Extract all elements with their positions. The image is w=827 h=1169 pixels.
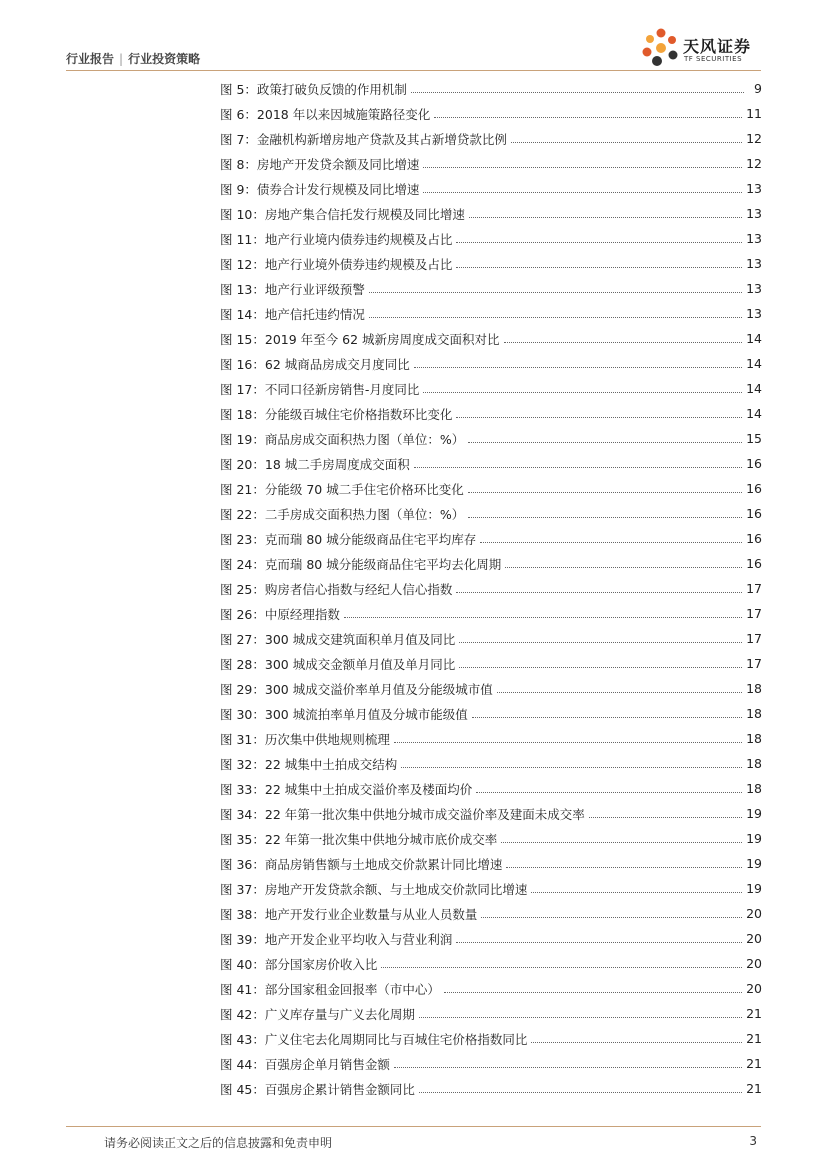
toc-leader-dots: [456, 242, 742, 243]
toc-entry-page: 11: [746, 106, 762, 121]
toc-entry-title: 图 41：部分国家租金回报率（市中心）: [220, 981, 440, 997]
toc-entry-title: 图 27：300 城成交建筑面积单月值及同比: [220, 631, 456, 647]
toc-entry-page: 13: [746, 181, 762, 196]
toc-entry-title: 图 21：分能级 70 城二手住宅价格环比变化: [220, 481, 464, 497]
toc-entry-page: 20: [746, 981, 762, 996]
toc-leader-dots: [505, 567, 742, 568]
toc-entry-page: 16: [746, 506, 762, 521]
toc-entry-title: 图 7：金融机构新增房地产贷款及其占新增贷款比例: [220, 131, 507, 147]
toc-entry[interactable]: [220, 901, 762, 926]
toc-entry[interactable]: [220, 801, 762, 826]
toc-entry-page: 13: [746, 231, 762, 246]
toc-entry[interactable]: [220, 176, 762, 201]
toc-entry-page: 16: [746, 531, 762, 546]
toc-entry-title: 图 15：2019 年至今 62 城新房周度成交面积对比: [220, 331, 500, 347]
toc-leader-dots: [419, 1017, 742, 1018]
toc-leader-dots: [369, 292, 742, 293]
toc-entry[interactable]: [220, 701, 762, 726]
toc-entry-title: 图 39：地产开发企业平均收入与营业利润: [220, 931, 453, 947]
toc-leader-dots: [468, 517, 742, 518]
toc-leader-dots: [511, 142, 742, 143]
toc-leader-dots: [481, 917, 742, 918]
toc-entry-title: 图 12：地产行业境外债券违约规模及占比: [220, 256, 453, 272]
toc-entry[interactable]: [220, 476, 762, 501]
toc-entry-title: 图 32：22 城集中土拍成交结构: [220, 756, 398, 772]
toc-entry-title: 图 18：分能级百城住宅价格指数环比变化: [220, 406, 453, 422]
toc-entry[interactable]: [220, 826, 762, 851]
breadcrumb-report-category: 行业投资策略: [128, 52, 201, 66]
toc-entry-title: 图 11：地产行业境内债券违约规模及占比: [220, 231, 453, 247]
toc-leader-dots: [381, 967, 742, 968]
toc-entry-page: 18: [746, 731, 762, 746]
toc-entry-page: 16: [746, 556, 762, 571]
toc-entry-page: 18: [746, 756, 762, 771]
toc-entry-page: 17: [746, 606, 762, 621]
toc-leader-dots: [501, 842, 742, 843]
toc-entry-title: 图 37：房地产开发贷款余额、与土地成交价款同比增速: [220, 881, 528, 897]
toc-entry[interactable]: [220, 926, 762, 951]
toc-entry[interactable]: [220, 326, 762, 351]
toc-entry-title: 图 20：18 城二手房周度成交面积: [220, 456, 410, 472]
toc-leader-dots: [456, 417, 742, 418]
page-header: [66, 20, 761, 72]
toc-leader-dots: [504, 342, 743, 343]
toc-entry-page: 19: [746, 806, 762, 821]
toc-entry[interactable]: [220, 401, 762, 426]
toc-entry-page: 21: [746, 1081, 762, 1096]
toc-entry[interactable]: [220, 126, 762, 151]
toc-leader-dots: [456, 942, 742, 943]
toc-leader-dots: [497, 692, 742, 693]
brand-logo: [641, 20, 761, 68]
brand-name-english: TF SECURITIES: [684, 55, 743, 63]
toc-entry[interactable]: [220, 776, 762, 801]
toc-entry[interactable]: [220, 551, 762, 576]
toc-leader-dots: [456, 267, 742, 268]
toc-leader-dots: [423, 192, 742, 193]
toc-entry-page: 12: [746, 131, 762, 146]
toc-leader-dots: [472, 717, 742, 718]
breadcrumb: [66, 50, 200, 67]
toc-entry[interactable]: [220, 276, 762, 301]
toc-entry-page: 17: [746, 656, 762, 671]
toc-leader-dots: [414, 467, 742, 468]
toc-entry[interactable]: [220, 426, 762, 451]
toc-entry[interactable]: [220, 226, 762, 251]
toc-entry-page: 19: [746, 831, 762, 846]
toc-entry-title: 图 40：部分国家房价收入比: [220, 956, 378, 972]
toc-entry-page: 14: [746, 381, 762, 396]
toc-entry[interactable]: [220, 601, 762, 626]
toc-entry-page: 13: [746, 206, 762, 221]
toc-entry-title: 图 36：商品房销售额与土地成交价款累计同比增速: [220, 856, 503, 872]
toc-entry[interactable]: [220, 751, 762, 776]
toc-leader-dots: [459, 667, 742, 668]
toc-entry-page: 13: [746, 281, 762, 296]
disclaimer-text: 请务必阅读正文之后的信息披露和免责申明: [104, 1136, 333, 1150]
toc-entry-title: 图 43：广义住宅去化周期同比与百城住宅价格指数同比: [220, 1031, 528, 1047]
toc-entry-page: 18: [746, 681, 762, 696]
toc-entry-page: 18: [746, 781, 762, 796]
toc-entry[interactable]: [220, 501, 762, 526]
toc-entry-title: 图 30：300 城流拍率单月值及分城市能级值: [220, 706, 468, 722]
toc-entry-page: 21: [746, 1056, 762, 1071]
toc-entry-page: 19: [746, 881, 762, 896]
toc-entry-page: 13: [746, 256, 762, 271]
toc-entry-page: 20: [746, 906, 762, 921]
toc-leader-dots: [444, 992, 742, 993]
toc-entry[interactable]: [220, 976, 762, 1001]
figure-list: [220, 76, 762, 1101]
toc-entry[interactable]: [220, 76, 762, 101]
toc-leader-dots: [506, 867, 742, 868]
toc-entry-page: 20: [746, 931, 762, 946]
toc-entry-title: 图 14：地产信托违约情况: [220, 306, 365, 322]
toc-entry-page: 14: [746, 356, 762, 371]
page-number: 3: [749, 1134, 757, 1148]
toc-entry[interactable]: [220, 526, 762, 551]
toc-entry-page: 16: [746, 481, 762, 496]
toc-entry-title: 图 38：地产开发行业企业数量与从业人员数量: [220, 906, 478, 922]
toc-entry[interactable]: [220, 651, 762, 676]
toc-entry-page: 16: [746, 456, 762, 471]
toc-entry-title: 图 13：地产行业评级预警: [220, 281, 365, 297]
toc-leader-dots: [468, 492, 742, 493]
toc-leader-dots: [411, 92, 744, 93]
toc-entry-title: 图 29：300 城成交溢价率单月值及分能级城市值: [220, 681, 493, 697]
toc-entry[interactable]: [220, 301, 762, 326]
toc-entry-page: 21: [746, 1006, 762, 1021]
toc-entry[interactable]: [220, 351, 762, 376]
toc-leader-dots: [369, 317, 742, 318]
toc-leader-dots: [344, 617, 742, 618]
toc-entry[interactable]: [220, 1076, 762, 1101]
toc-leader-dots: [423, 167, 742, 168]
toc-leader-dots: [394, 742, 742, 743]
toc-entry-title: 图 19：商品房成交面积热力图（单位：%）: [220, 431, 465, 447]
toc-entry-page: 14: [746, 331, 762, 346]
toc-leader-dots: [589, 817, 742, 818]
toc-entry-title: 图 26：中原经理指数: [220, 606, 340, 622]
toc-entry-page: 9: [754, 81, 762, 96]
toc-entry[interactable]: [220, 1051, 762, 1076]
toc-entry-page: 17: [746, 581, 762, 596]
toc-entry-page: 12: [746, 156, 762, 171]
toc-entry[interactable]: [220, 951, 762, 976]
logo-mark-icon: [641, 26, 679, 68]
toc-leader-dots: [419, 1092, 742, 1093]
toc-leader-dots: [414, 367, 742, 368]
toc-entry[interactable]: [220, 576, 762, 601]
toc-entry-title: 图 5：政策打破负反馈的作用机制: [220, 81, 407, 97]
footer-divider: [66, 1126, 761, 1127]
breadcrumb-separator: |: [119, 52, 124, 66]
toc-entry[interactable]: [220, 851, 762, 876]
toc-entry-page: 13: [746, 306, 762, 321]
toc-entry-title: 图 44：百强房企单月销售金额: [220, 1056, 390, 1072]
toc-entry-title: 图 16：62 城商品房成交月度同比: [220, 356, 410, 372]
toc-entry-title: 图 23：克而瑞 80 城分能级商品住宅平均库存: [220, 531, 477, 547]
toc-leader-dots: [476, 792, 742, 793]
toc-entry[interactable]: [220, 451, 762, 476]
toc-entry[interactable]: [220, 676, 762, 701]
toc-entry-title: 图 9：债券合计发行规模及同比增速: [220, 181, 420, 197]
toc-leader-dots: [469, 217, 742, 218]
toc-entry-title: 图 10：房地产集合信托发行规模及同比增速: [220, 206, 465, 222]
toc-entry[interactable]: [220, 1001, 762, 1026]
toc-entry[interactable]: [220, 201, 762, 226]
toc-leader-dots: [394, 1067, 742, 1068]
toc-entry-title: 图 6：2018 年以来因城施策路径变化: [220, 106, 431, 122]
toc-entry-title: 图 28：300 城成交金额单月值及单月同比: [220, 656, 456, 672]
toc-leader-dots: [401, 767, 742, 768]
toc-leader-dots: [456, 592, 742, 593]
toc-entry[interactable]: [220, 101, 762, 126]
toc-entry[interactable]: [220, 876, 762, 901]
toc-entry-title: 图 33：22 城集中土拍成交溢价率及楼面均价: [220, 781, 473, 797]
toc-entry-title: 图 8：房地产开发贷余额及同比增速: [220, 156, 420, 172]
toc-entry-title: 图 42：广义库存量与广义去化周期: [220, 1006, 415, 1022]
toc-entry-page: 19: [746, 856, 762, 871]
toc-entry-page: 18: [746, 706, 762, 721]
breadcrumb-report-type: 行业报告: [66, 52, 115, 66]
toc-entry-title: 图 34：22 年第一批次集中供地分城市成交溢价率及建面未成交率: [220, 806, 585, 822]
header-divider: [66, 70, 761, 71]
toc-leader-dots: [468, 442, 742, 443]
toc-entry-title: 图 17：不同口径新房销售-月度同比: [220, 381, 420, 397]
toc-leader-dots: [531, 892, 742, 893]
toc-entry-page: 15: [746, 431, 762, 446]
toc-entry-title: 图 45：百强房企累计销售金额同比: [220, 1081, 415, 1097]
toc-entry-title: 图 31：历次集中供地规则梳理: [220, 731, 390, 747]
toc-entry-page: 21: [746, 1031, 762, 1046]
toc-leader-dots: [480, 542, 742, 543]
toc-entry[interactable]: [220, 1026, 762, 1051]
toc-entry[interactable]: [220, 251, 762, 276]
toc-leader-dots: [434, 117, 742, 118]
toc-leader-dots: [459, 642, 742, 643]
toc-entry[interactable]: [220, 151, 762, 176]
toc-entry[interactable]: [220, 626, 762, 651]
toc-entry-title: 图 35：22 年第一批次集中供地分城市底价成交率: [220, 831, 498, 847]
toc-entry-title: 图 25：购房者信心指数与经纪人信心指数: [220, 581, 453, 597]
toc-entry[interactable]: [220, 726, 762, 751]
toc-entry[interactable]: [220, 376, 762, 401]
toc-entry-page: 20: [746, 956, 762, 971]
toc-leader-dots: [423, 392, 742, 393]
toc-entry-title: 图 22：二手房成交面积热力图（单位：%）: [220, 506, 465, 522]
toc-entry-title: 图 24：克而瑞 80 城分能级商品住宅平均去化周期: [220, 556, 502, 572]
toc-entry-page: 17: [746, 631, 762, 646]
toc-entry-page: 14: [746, 406, 762, 421]
toc-leader-dots: [531, 1042, 742, 1043]
brand-name: 天风证券: [683, 37, 752, 56]
